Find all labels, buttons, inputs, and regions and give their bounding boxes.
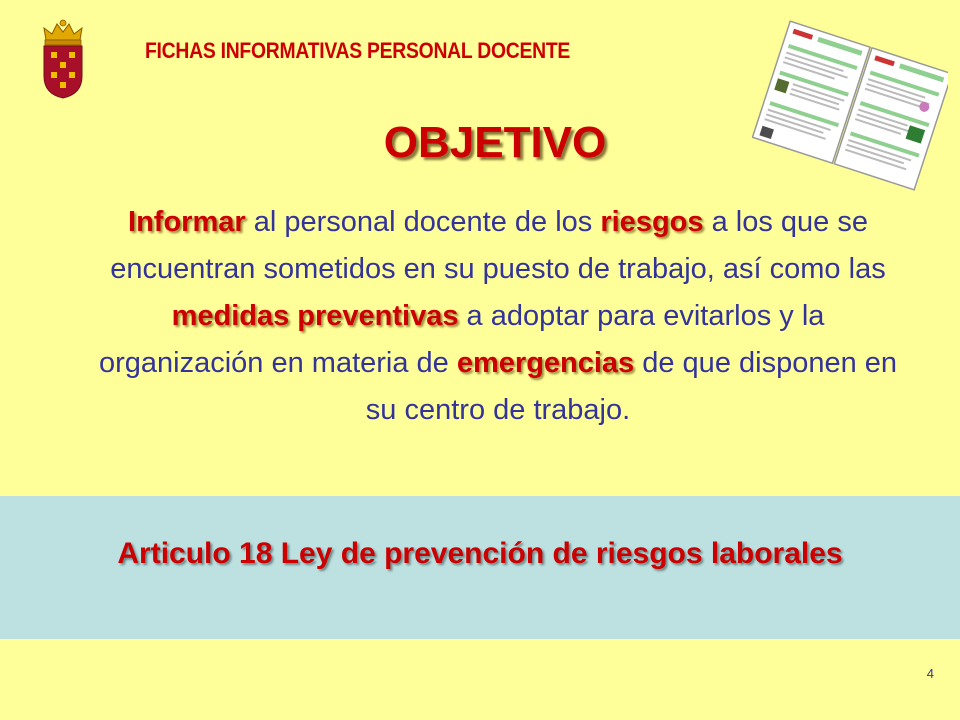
paragraph-text: a los que se encuentran sometidos en su puesto de trabajo, así como las: [110, 206, 886, 285]
objective-heading: OBJETIVO: [383, 118, 607, 167]
header-title: FICHAS INFORMATIVAS PERSONAL DOCENTE: [145, 38, 571, 63]
highlighted-term: medidas preventivas: [171, 300, 459, 332]
objective-paragraph: [92, 199, 904, 434]
page-number: 4: [926, 666, 934, 681]
paragraph-text: de que disponen en su centro de trabajo.: [365, 347, 898, 426]
highlighted-term: riesgos: [600, 206, 704, 238]
paragraph-text: a adoptar para evitarlos y la organización en materia de: [98, 300, 825, 379]
paragraph-text: al personal docente de los: [245, 206, 601, 238]
highlighted-term: Informar: [128, 206, 246, 238]
article-reference: Articulo 18 Ley de prevención de riesgos laborales: [117, 537, 843, 570]
document-sheets-thumbnail: [752, 14, 948, 204]
coat-of-arms-icon: [38, 18, 88, 100]
highlighted-term: emergencias: [456, 347, 635, 379]
